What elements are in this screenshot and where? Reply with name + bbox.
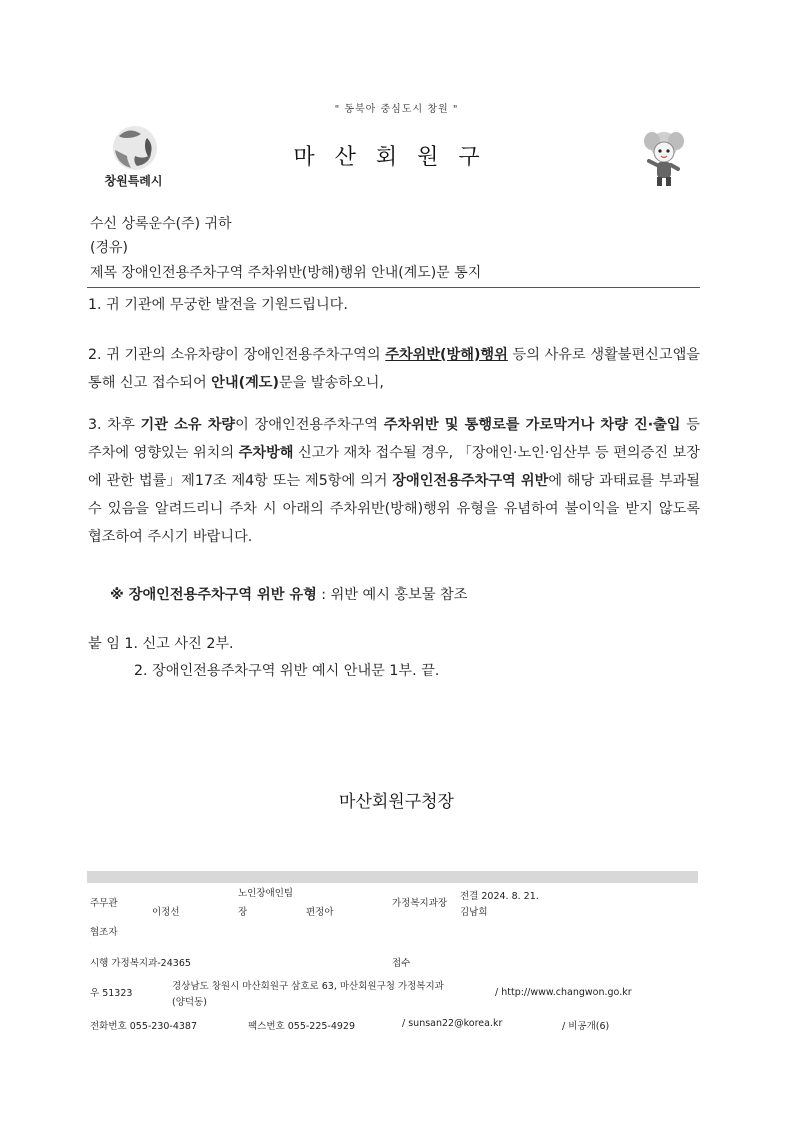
disclosure-status: / 비공개(6) <box>562 1021 610 1032</box>
address-line-2: (양덕동) <box>172 997 207 1008</box>
director-name: 김남희 <box>460 907 488 918</box>
cooperator-label: 협조자 <box>90 927 118 938</box>
p3-highlight-obstruction: 주차방해 <box>238 445 294 461</box>
logo-text: 창원특례시 <box>104 174 163 188</box>
p3-text-a: 3. 차후 <box>88 417 141 433</box>
via-line: (경유) <box>90 240 128 256</box>
subject-line: 제목 장애인전용주차구역 주차위반(방해)행위 안내(계도)문 통지 <box>90 265 482 281</box>
paragraph-3 <box>88 411 700 551</box>
p3-highlight-vehicle: 기관 소유 차량 <box>140 417 236 433</box>
paragraph-1: 1. 귀 기관에 무궁한 발전을 기원드립니다. <box>88 297 348 313</box>
p2-text-a: 2. 귀 기관의 소유차량이 장애인전용주차구역의 <box>88 347 386 363</box>
team-lead-title: 노인장애인팀 <box>238 888 294 899</box>
p3-text-i: 에 해당 과태료를 부과될 수 있음을 알려드리니 주차 시 아래의 주차위반(방해)행위 유형을 유념하여 불이익을 받지 않도록 협조하여 주시기 바랍니다. <box>88 473 700 545</box>
mascot-icon <box>632 125 696 189</box>
p3-text-g: 신고가 재차 접수될 경우, 「장애인·노인·임산부 등 편의증진 보장에 관한 법률」제17조 제4항 또는 제5항에 의거 <box>88 445 700 489</box>
p3-highlight-blocking: 주차위반 및 통행로를 가로막거나 차량 진·출입 <box>383 417 681 433</box>
p3-text-e: 등 주차에 영향있는 위치의 <box>88 417 700 461</box>
note-mark: ※ <box>110 587 124 603</box>
team-lead-title-suffix: 장 <box>238 907 248 918</box>
team-lead-name: 편정아 <box>306 907 334 918</box>
p3-highlight-zone-violation: 장애인전용주차구역 위반 <box>392 473 549 489</box>
postal-code: 우 51323 <box>90 988 133 999</box>
note-bold: 장애인전용주차구역 위반 유형 <box>123 587 317 603</box>
p3-text-c: 이 장애인전용주차구역 <box>235 417 384 433</box>
phone-number: 전화번호 055-230-4387 <box>90 1021 198 1032</box>
p2-highlight-violation: 주차위반(방해)행위 <box>385 347 508 363</box>
signer-title: 마산회원구청장 <box>339 792 454 812</box>
p2-text-c: 등의 사유로 생활불편신고앱을 통해 신고 접수되어 <box>88 347 701 391</box>
violation-type-note <box>110 581 700 609</box>
attachment-1: 붙 임 1. 신고 사진 2부. <box>88 636 234 652</box>
address-line-1: 경상남도 창원시 마산회원구 삼호로 63, 마산회원구청 가정복지과 <box>172 981 444 992</box>
drafter-name: 이정선 <box>152 907 180 918</box>
attachment-2: 2. 장애인전용주차구역 위반 예시 안내문 1부. 끝. <box>134 663 440 679</box>
slogan: " 동북아 중심도시 창원 " <box>334 104 459 115</box>
email-address: / sunsan22@korea.kr <box>402 1018 503 1029</box>
org-title: 마산회원구 <box>293 145 500 170</box>
fax-number: 팩스번호 055-225-4929 <box>248 1021 356 1032</box>
p2-text-e: 문을 발송하오니, <box>278 375 384 391</box>
paragraph-2 <box>88 341 700 397</box>
note-rest: : 위반 예시 홍보물 참조 <box>316 587 468 603</box>
website-url: / http://www.changwon.go.kr <box>495 987 632 998</box>
final-approval-date: 전결 2024. 8. 21. <box>460 891 539 902</box>
drafter-label: 주무관 <box>90 898 118 909</box>
director-title: 가정복지과장 <box>392 898 448 909</box>
footer-bar <box>87 871 698 883</box>
subject-divider <box>87 287 700 288</box>
recipient-line: 수신 상록운수(주) 귀하 <box>90 216 232 232</box>
enforcement-number: 시행 가정복지과-24365 <box>90 958 191 969</box>
receipt-label: 접수 <box>392 958 411 969</box>
p2-highlight-notice: 안내(계도) <box>211 375 279 391</box>
